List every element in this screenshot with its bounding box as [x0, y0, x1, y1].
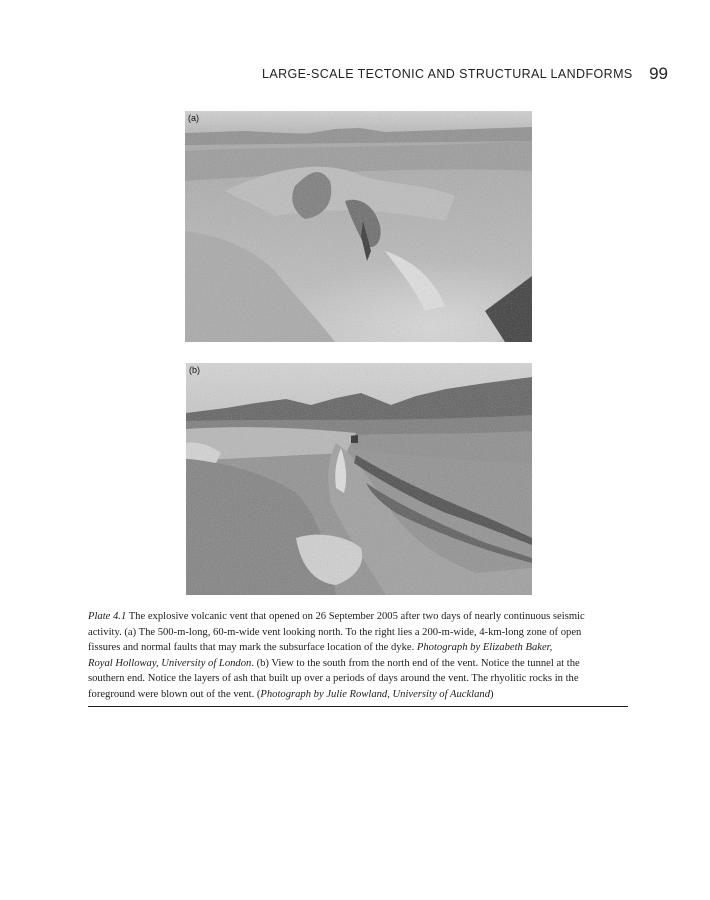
caption-text: activity. (a) The 500-m-long, 60-m-wide vent looking north. To the right lies a 200-m-wide, 4-km-long zone of open [88, 626, 582, 638]
panel-label-a: (a) [188, 113, 199, 123]
caption-rule [88, 706, 628, 707]
caption-line [88, 687, 628, 703]
caption-line [88, 625, 628, 641]
caption-text: The explosive volcanic vent that opened on 26 September 2005 after two days of nearly continuous seismic [126, 611, 585, 622]
caption-italic-text: Photograph by Elizabeth Baker, [416, 642, 553, 653]
caption-line [88, 656, 628, 672]
figure-caption [88, 609, 628, 702]
photo-b-image [186, 363, 532, 595]
caption-italic-text: Plate 4.1 [88, 611, 127, 622]
photo-b-ground-view [186, 363, 532, 595]
page-header [200, 64, 668, 84]
caption-italic-text: Royal Holloway, University of London [88, 657, 252, 669]
panel-label-b: (b) [189, 365, 200, 375]
caption-line [88, 609, 628, 625]
caption-text: ) [490, 688, 494, 700]
running-head: LARGE-SCALE TECTONIC AND STRUCTURAL LANDFORMS [262, 67, 633, 81]
photo-a-image [185, 111, 532, 342]
caption-text: foreground were blown out of the vent. ( [88, 688, 261, 700]
caption-line [88, 640, 628, 656]
caption-text: . (b) View to the south from the north end of the vent. Notice the tunnel at the [251, 657, 580, 669]
page-number: 99 [649, 64, 668, 83]
photo-a-aerial-vent [185, 111, 532, 342]
caption-text: southern end. Notice the layers of ash that built up over a periods of days around the vent. The rhyolitic rocks in the [88, 673, 579, 684]
caption-line [88, 671, 628, 687]
caption-text: fissures and normal faults that may mark the subsurface location of the dyke. [88, 642, 417, 653]
caption-italic-text: Photograph by Julie Rowland, University of Auckland [260, 688, 490, 700]
